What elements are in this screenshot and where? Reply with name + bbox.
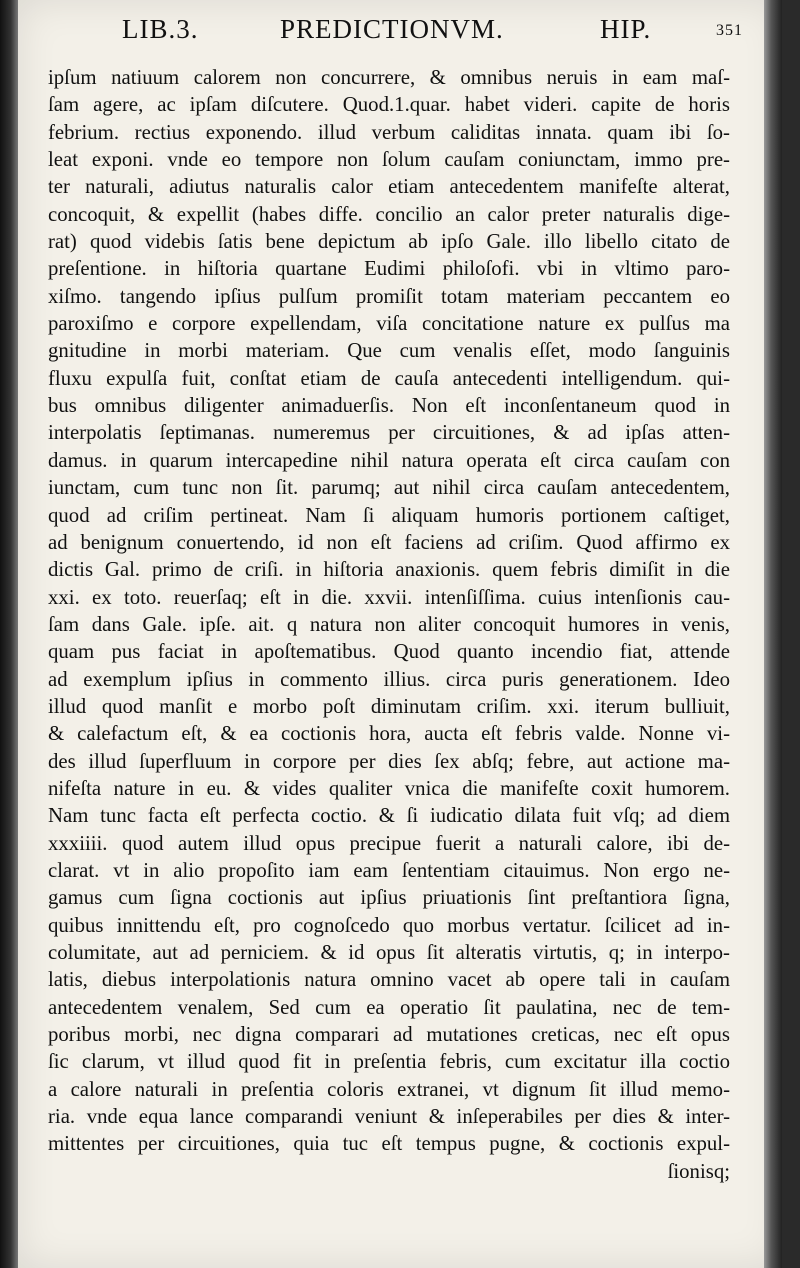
text-line: & calefactum eſt, & ea coctionis hora, aucta eſt febris valde. Nonne vi- <box>48 722 730 746</box>
text-line: preſentione. in hiſtoria quartane Eudimi philoſofi. vbi in vltimo paro- <box>48 257 730 281</box>
text-line: rat) quod videbis ſatis bene depictum ab ipſo Gale. illo libello citato de <box>48 230 730 254</box>
text-line: gamus cum ſigna coctionis aut ipſius priuationis ſint preſtantiora ſigna, <box>48 886 730 910</box>
text-line: fluxu expulſa fuit, conſtat etiam de cauſa antecedenti intelligendum. qui- <box>48 366 730 390</box>
text-line: ſam agere, ac ipſam diſcutere. Quod.1.quar. habet videri. capite de horis <box>48 93 730 117</box>
text-line: febrium. rectius exponendo. illud verbum caliditas innata. quam ibi ſo- <box>48 120 730 144</box>
text-line: antecedentem venalem, Sed cum ea operatio ſit paulatina, nec de tem- <box>48 995 730 1019</box>
text-line: iunctam, cum tunc non ſit. parumq; aut nihil circa cauſam antecedentem, <box>48 476 730 500</box>
author-abbreviation: HIP. <box>600 14 652 44</box>
text-line: ria. vnde equa lance comparandi veniunt & inſeperabiles per dies & inter- <box>48 1105 730 1129</box>
text-line: des illud ſuperfluum in corpore per dies ſex abſq; febre, aut actione ma- <box>48 749 730 773</box>
text-line: columitate, aut ad perniciem. & id opus ſit alteratis virtutis, q; in interpo- <box>48 941 730 964</box>
text-line: bus omnibus diligenter animaduerſis. Non eſt inconſentaneum quod in <box>48 394 730 418</box>
text-line: quam pus faciat in apoſtematibus. Quod quanto incendio fiat, attende <box>48 640 730 664</box>
text-line: quibus innittendu eſt, pro cognoſcedo quo morbus vertatur. ſcilicet ad in- <box>48 913 730 937</box>
text-line: xxxiiii. quod autem illud opus precipue fuerit a naturali calore, ibi de- <box>48 831 730 855</box>
text-line: damus. in quarum intercapedine nihil natura operata eſt circa cauſam con <box>48 448 730 472</box>
text-line: ſam dans Gale. ipſe. ait. q natura non aliter concoquit humores in venis, <box>48 612 730 636</box>
text-line: ipſum natiuum calorem non concurrere, & omnibus neruis in eam maſ- <box>48 66 730 89</box>
text-line: latis, diebus interpolationis natura omnino vacet ab opere tali in cauſam <box>48 968 730 992</box>
text-line: a calore naturali in preſentia coloris extranei, vt dignum ſit illud memo- <box>48 1077 730 1101</box>
text-line: leat exponi. vnde eo tempore non ſolum cauſam coniunctam, immo pre- <box>48 148 730 172</box>
text-line: nifeſta nature in eu. & vides qualiter vnica die manifeſte coxit humorem. <box>48 776 730 800</box>
text-line: poribus morbi, nec digna comparari ad mutationes creticas, nec eſt opus <box>48 1023 730 1047</box>
text-line: dictis Gal. primo de criſi. in hiſtoria anaxionis. quem febris dimiſit in die <box>48 558 730 582</box>
text-line: ad exemplum ipſius in commento illius. circa puris generationem. Ideo <box>48 667 730 691</box>
text-line: ſic clarum, vt illud quod fit in preſentia febris, cum excitatur illa coctio <box>48 1050 730 1074</box>
text-line: ſionisq; <box>667 1159 730 1183</box>
text-line: gnitudine in morbi materiam. Que cum venalis eſſet, modo ſanguinis <box>48 339 730 363</box>
right-scan-edge <box>764 0 782 1268</box>
text-line: quod ad criſim pertineat. Nam ſi aliquam humoris portionem caſtiget, <box>48 503 730 527</box>
text-line: illud quod manſit e morbo poſt diminutam criſim. xxi. iterum bulliuit, <box>48 694 730 718</box>
text-line: interpolatis ſeptimanas. numeremus per circuitiones, & ad ipſas atten- <box>48 421 730 445</box>
left-scan-edge <box>0 0 18 1268</box>
book-number: LIB.3. <box>122 14 199 44</box>
text-line: ter naturali, adiutus naturalis calor etiam antecedentem manifeſte alterat, <box>48 175 730 199</box>
text-line: mittentes per circuitiones, quia tuc eſt tempus pugne, & coctionis expul- <box>48 1132 730 1156</box>
main-text-block <box>48 64 730 1185</box>
running-head <box>40 14 760 50</box>
text-line: xiſmo. tangendo ipſius pulſum promiſit totam materiam peccantem eo <box>48 284 730 308</box>
folio-number: 351 <box>716 22 743 39</box>
text-line: clarat. vt in alio propoſito iam eam ſententiam citauimus. Non ergo ne- <box>48 858 730 882</box>
text-line: xxi. ex toto. reuerſaq; eſt in die. xxvii. intenſiſſima. cuius intenſionis cau- <box>48 585 730 609</box>
text-line: Nam tunc facta eſt perfecta coctio. & ſi iudicatio dilata fuit vſq; ad diem <box>48 804 730 828</box>
text-line: paroxiſmo e corpore expellendam, viſa concitatione nature ex pulſus ma <box>48 312 730 336</box>
text-line: ad benignum conuertendo, id non eſt faciens ad criſim. Quod affirmo ex <box>48 530 730 554</box>
running-title: PREDICTIONVM. <box>280 14 504 44</box>
text-line: concoquit, & expellit (habes diffe. concilio an calor preter naturalis dige- <box>48 202 730 226</box>
